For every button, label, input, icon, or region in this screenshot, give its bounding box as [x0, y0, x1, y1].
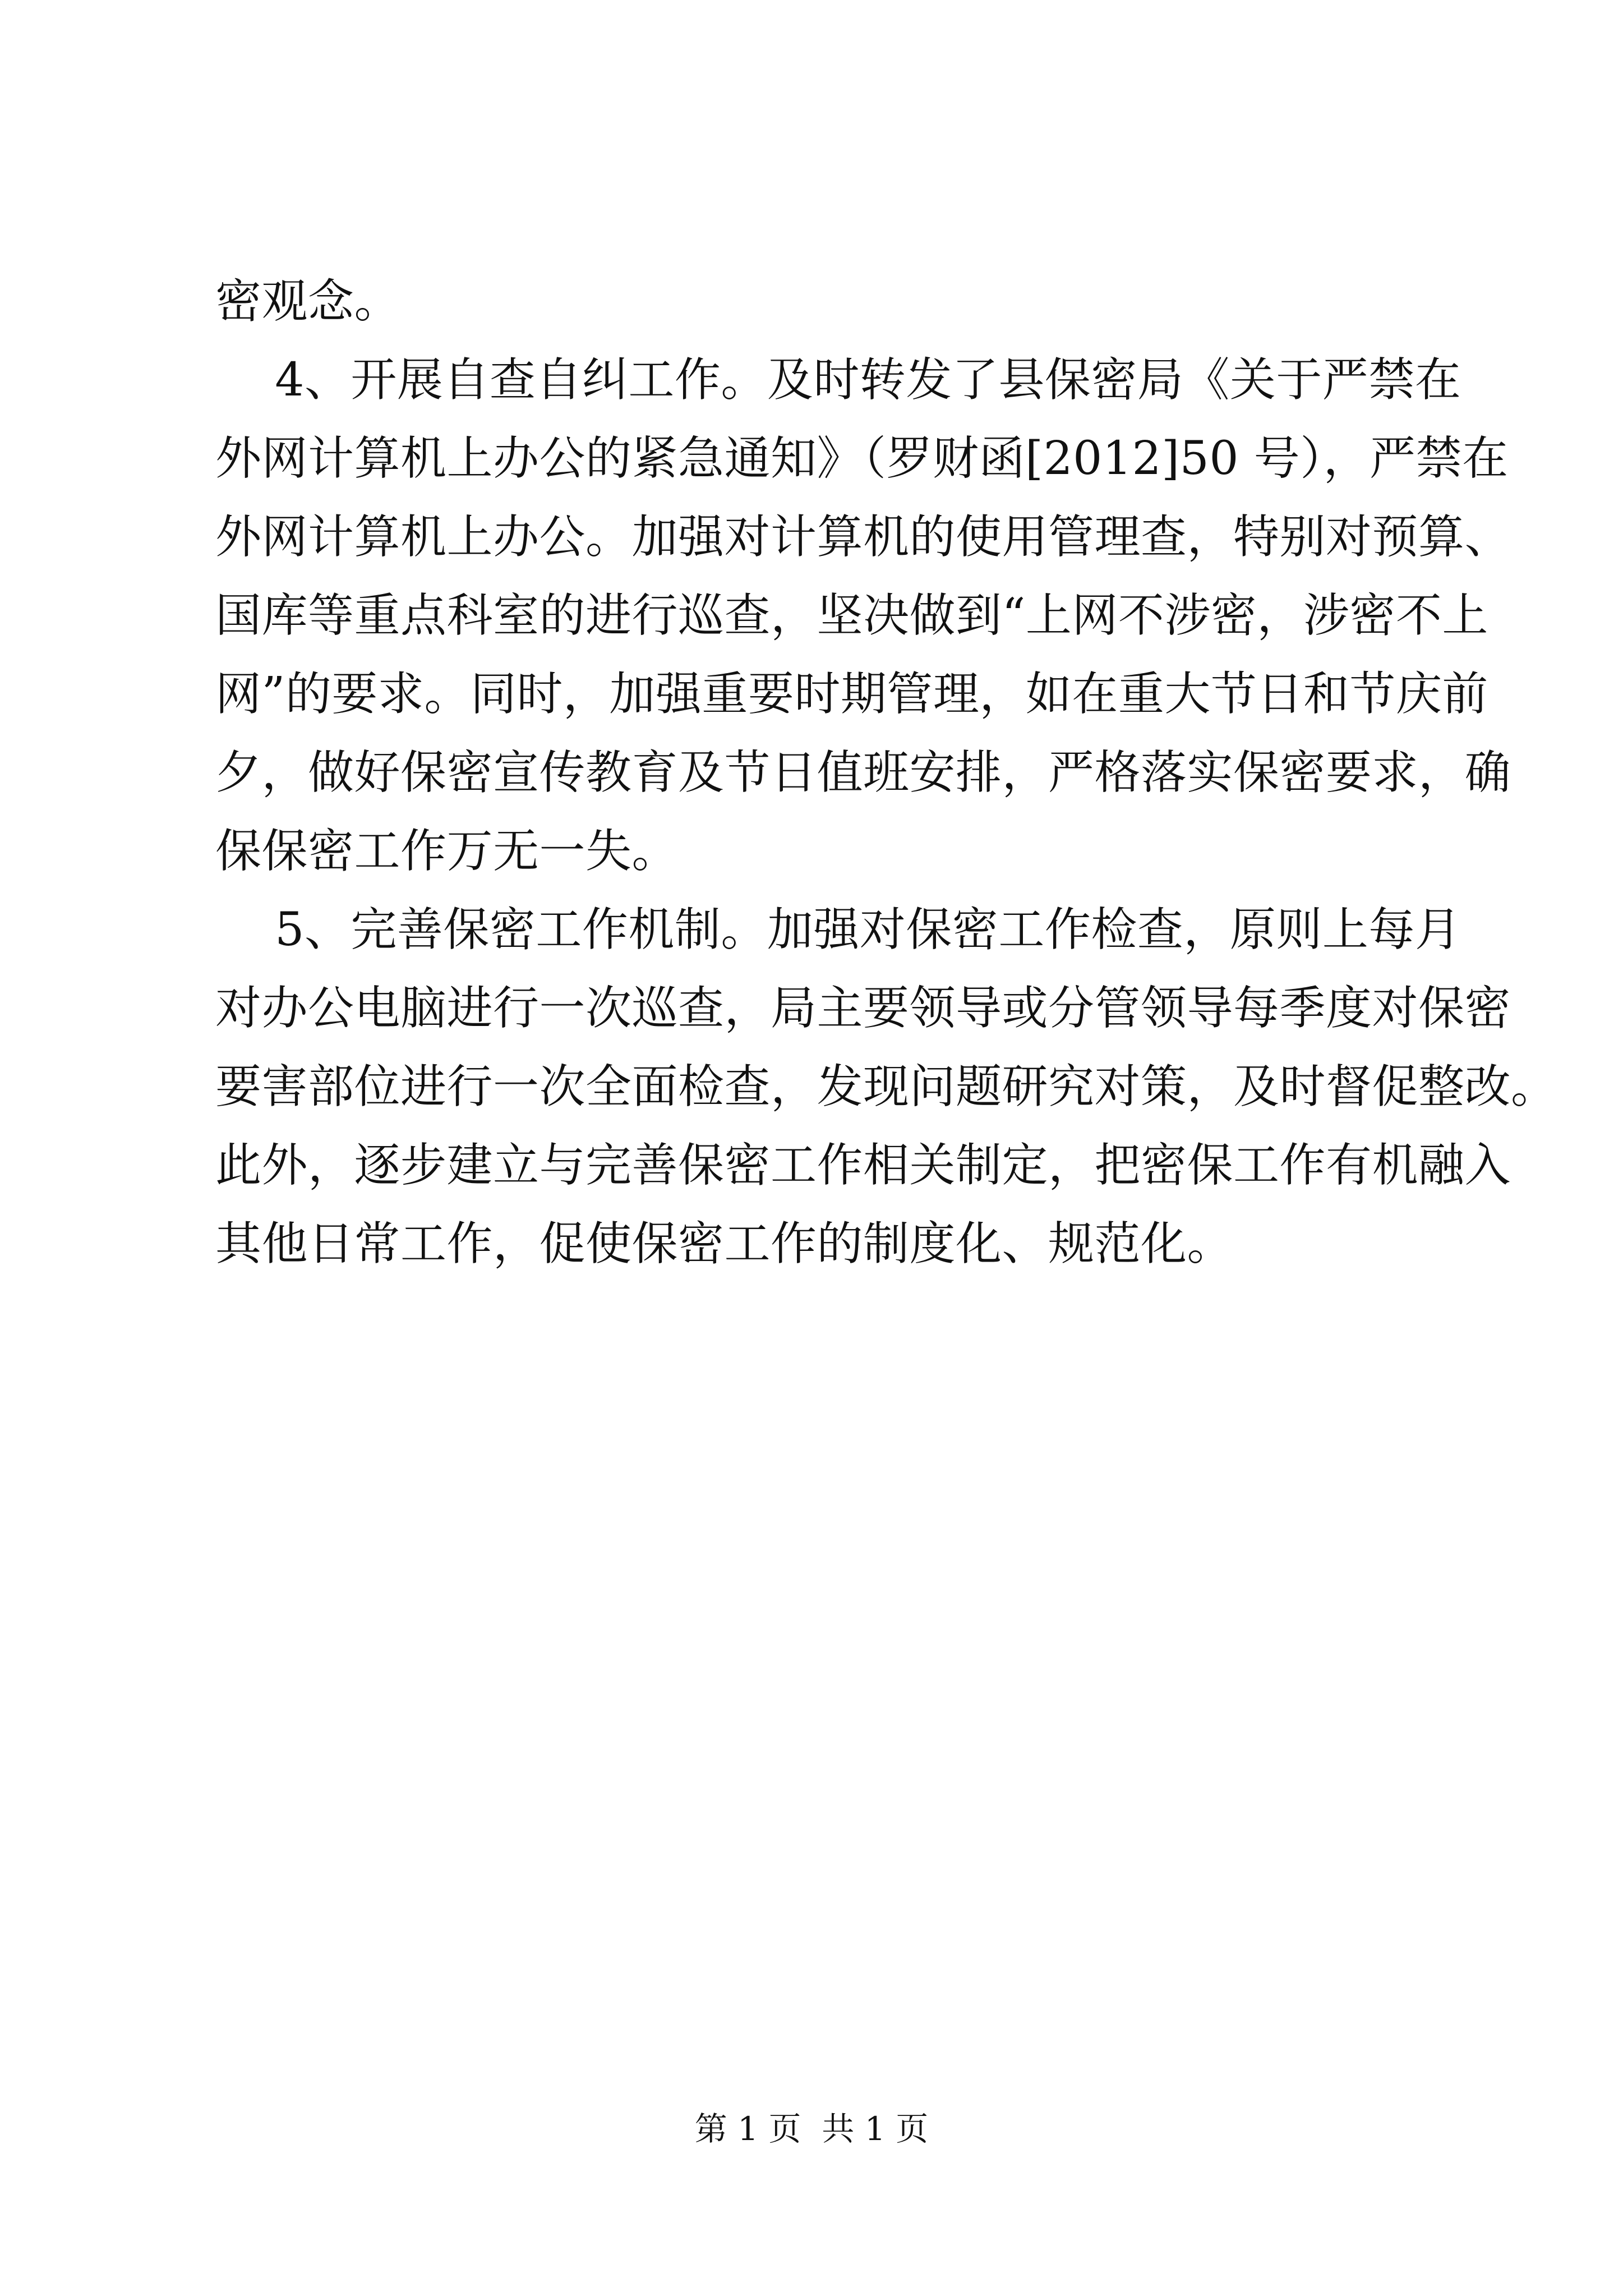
- page-number-footer: 第 1 页 共 1 页: [694, 2110, 929, 2148]
- text-line: 5、完善保密工作机制。加强对保密工作检查，原则上每月: [215, 903, 1461, 956]
- document-body: [215, 263, 1557, 1283]
- text-line: 夕，做好保密宣传教育及节日值班安排，严格落实保密要求，确: [215, 746, 1511, 799]
- text-line: 外网计算机上办公的紧急通知》（罗财函[2012]50 号），严禁在: [215, 432, 1509, 485]
- text-line: 要害部位进行一次全面检查，发现问题研究对策，及时督促整改。: [215, 1060, 1557, 1114]
- text-line: 其他日常工作，促使保密工作的制度化、规范化。: [215, 1217, 1234, 1271]
- text-line: 保保密工作万无一失。: [215, 825, 679, 878]
- text-line: 外网计算机上办公。加强对计算机的使用管理查，特别对预算、: [215, 510, 1511, 564]
- text-line: 网”的要求。同时，加强重要时期管理，如在重大节日和节庆前: [215, 668, 1488, 721]
- text-line: 国库等重点科室的进行巡查，坚决做到“上网不涉密，涉密不上: [215, 589, 1488, 642]
- text-line: 对办公电脑进行一次巡查，局主要领导或分管领导每季度对保密: [215, 982, 1511, 1035]
- text-line: 4、开展自查自纠工作。及时转发了县保密局《关于严禁在: [215, 353, 1461, 407]
- text-line: 密观念。: [215, 275, 401, 328]
- text-line: 此外，逐步建立与完善保密工作相关制定，把密保工作有机融入: [215, 1139, 1511, 1192]
